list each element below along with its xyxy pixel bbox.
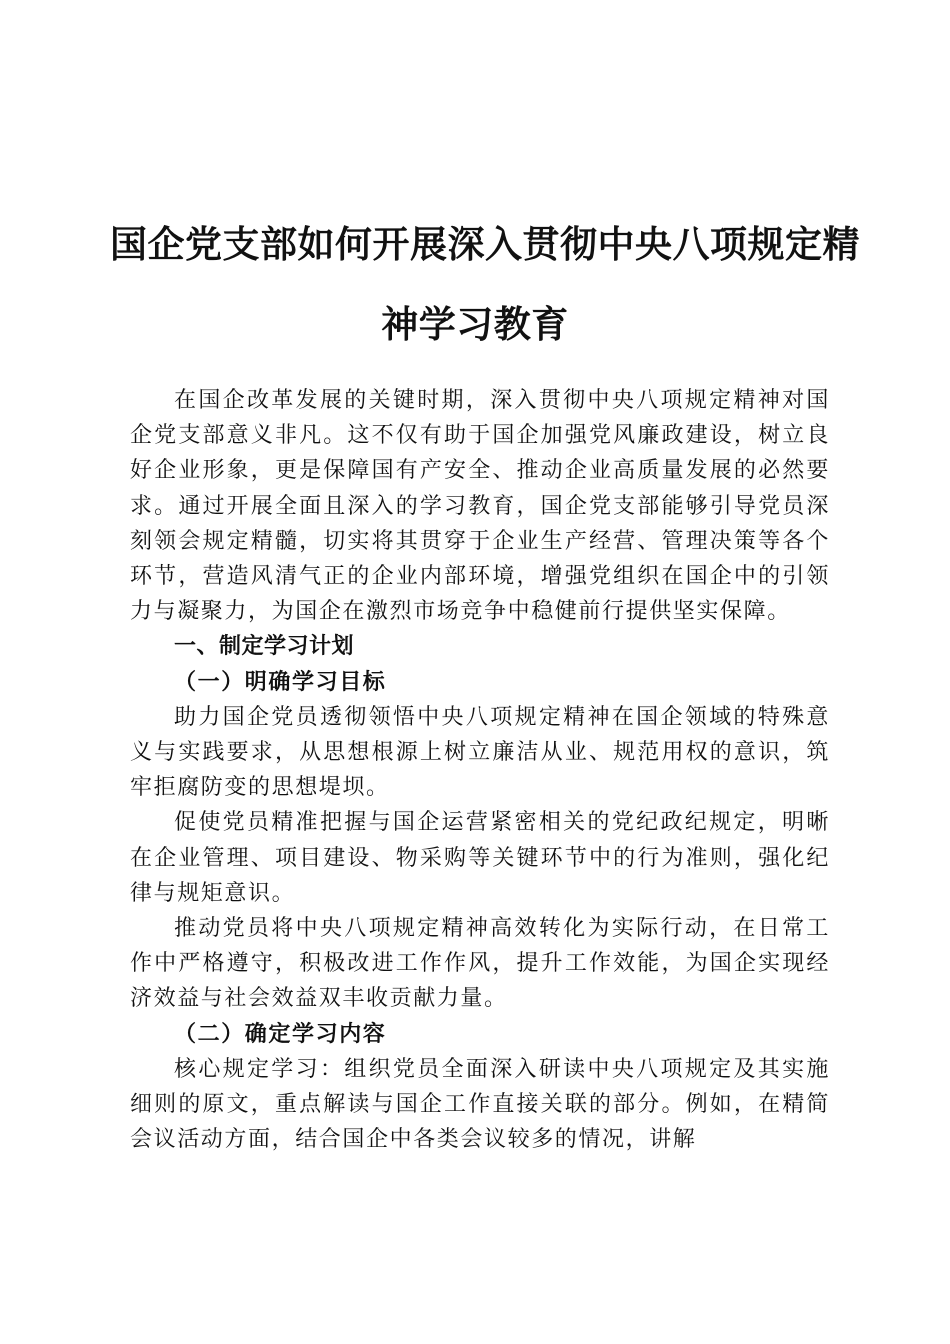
body-paragraph: 推动党员将中央八项规定精神高效转化为实际行动，在日常工作中严格遵守，积极改进工作作风，提升工作效能，为国企实现经济效益与社会效益双丰收贡献力量。: [130, 916, 830, 1012]
body-paragraph: 促使党员精准把握与国企运营紧密相关的党纪政纪规定，明晰在企业管理、项目建设、物采购等关键环节中的行为准则，强化纪律与规矩意识。: [130, 810, 830, 906]
intro-paragraph: 在国企改革发展的关键时期，深入贯彻中央八项规定精神对国企党支部意义非凡。这不仅有助于国企加强党风廉政建设，树立良好企业形象，更是保障国有产安全、推动企业高质量发展的必然要求。通过开展全面且深入的学习教育，国企党支部能够引导党员深刻领会规定精髓，切实将其贯穿于企业生产经营、管理决策等各个环节，营造风清气正的企业内部环境，增强党组织在国企中的引领力与凝聚力，为国企在激烈市场竞争中稳健前行提供坚实保障。: [130, 388, 830, 625]
subsection-heading-2: （二）确定学习内容: [174, 1020, 387, 1047]
body-paragraph: 核心规定学习：组织党员全面深入研读中央八项规定及其实施细则的原文，重点解读与国企工作直接关联的部分。例如，在精简会议活动方面，结合国企中各类会议较多的情况，讲解: [130, 1056, 830, 1153]
title-line-2: 神学习教育: [381, 303, 569, 346]
title-line-1: 国企党支部如何开展深入贯彻中央八项规定精: [110, 223, 860, 266]
section-heading-1: 一、制定学习计划: [174, 634, 355, 660]
subsection-heading-1: （一）明确学习目标: [174, 668, 387, 695]
document-body: [130, 383, 830, 1157]
document-title: [110, 205, 860, 365]
body-paragraph: 助力国企党员透彻领悟中央八项规定精神在国企领域的特殊意义与实践要求，从思想根源上树立廉洁从业、规范用权的意识，筑牢拒腐防变的思想堤坝。: [130, 704, 830, 801]
